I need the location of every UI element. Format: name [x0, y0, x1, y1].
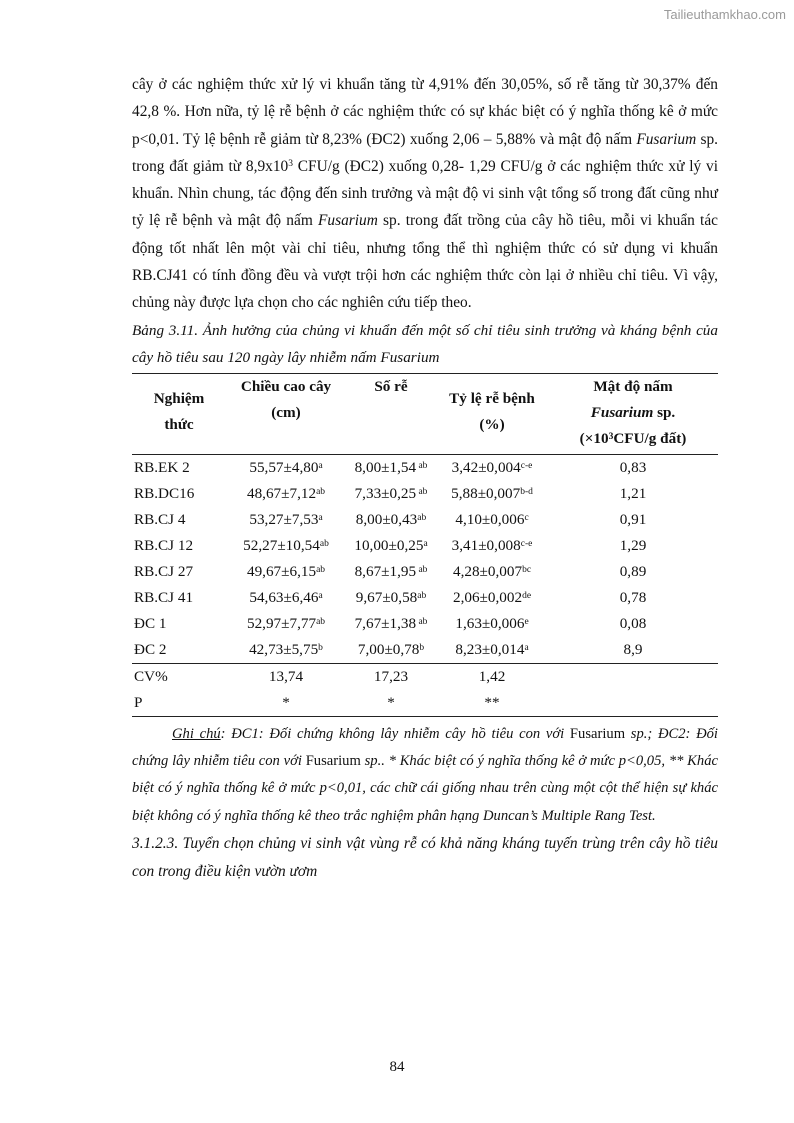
cell-roots: 9,67±0,58$^{ab}$: [355, 588, 427, 606]
table-body: [132, 454, 718, 663]
cell-stat-label: CV%: [132, 663, 226, 690]
cell-treatment: RB.CJ 41: [134, 588, 194, 606]
cell-roots: *: [346, 690, 436, 717]
header-disease-rate: Tỷ lệ rễ bệnh (%): [436, 373, 548, 454]
cell-density: 1,29: [619, 536, 647, 554]
header-treatment: Nghiệm thức: [132, 373, 226, 454]
cell-roots: 7,67±1,38 $^{ab}$: [354, 614, 428, 632]
cell-treatment: RB.DC16: [134, 484, 195, 502]
cell-treatment: RB.CJ 27: [134, 562, 194, 580]
cell-density: 0,83: [619, 458, 647, 476]
cell-disease: $3,42\pm 0,004^{c-e}$: [451, 458, 533, 476]
cell-roots: 8,67±1,95 $^{ab}$: [354, 562, 428, 580]
watermark: Tailieuthamkhao.com: [663, 7, 786, 22]
cell-height: 55,57±4,80$^a$: [249, 458, 323, 476]
superscript: 3: [288, 158, 293, 169]
cell-treatment: RB.CJ 12: [134, 536, 194, 554]
table-caption: Bảng 3.11. Ảnh hưởng của chủng vi khuẩn đến một số chỉ tiêu sinh trưởng và kháng bệnh của cây hồ tiêu sau 120 ngày lây nhiễm nấm Fusarium: [132, 321, 718, 366]
cell-density: 1,21: [619, 484, 647, 502]
cell-roots: 7,33±0,25 $^{ab}$: [354, 484, 428, 502]
cell-stat-label: P: [132, 690, 226, 717]
cell-density: [548, 690, 718, 717]
paragraph-text: CFU/g (ĐC2) xuống 0,28- 1,29 CFU/g ở các nghiệm thức xử lý vi khuẩn. Nhìn chung, tác động đến sinh trưởng và mật độ vi sinh vật tổng số trong đất cũng như tỷ lệ rễ bệnh và mật độ nấm: [132, 157, 718, 230]
cell-treatment: RB.CJ 4: [134, 510, 186, 528]
cell-height: 13,74: [226, 663, 346, 690]
cell-disease: 4,28±0,007$^{bc}$: [452, 562, 532, 580]
cell-roots: 8,00±0,43$^{ab}$: [355, 510, 427, 528]
table-stat-row: [132, 690, 718, 717]
cell-roots: 10,00±0,25$^a$: [354, 536, 428, 554]
species-name: Fusarium: [636, 130, 697, 148]
table-stats: [132, 663, 718, 716]
table-row: [132, 637, 718, 664]
cell-disease: $5,88\pm 0,007^{b-d}$: [451, 484, 533, 502]
table-note: Ghi chú: ĐC1: Đối chứng không lây nhiễm cây hồ tiêu con với Fusarium sp.; ĐC2: Đối chứng lây nhiễm tiêu con với Fusarium sp.. * Khác biệt có ý nghĩa thống kê ở mức p<0,05, ** Khác biệt có ý nghĩa thống kê ở mức p<0,01, các chữ cái giống nhau trên cùng một cột thể hiện sự khác biệt không có ý nghĩa thống kê theo trắc nghiệm phân hạng Duncan’s Multiple Rang Test.: [132, 725, 718, 824]
cell-height: *: [226, 690, 346, 717]
table-row: [132, 454, 718, 481]
body-paragraph: [132, 71, 718, 317]
cell-density: 8,9: [623, 640, 643, 658]
cell-density: 0,89: [619, 562, 647, 580]
section-heading: 3.1.2.3. Tuyển chọn chủng vi sinh vật vùng rễ có khả năng kháng tuyến trùng trên cây hồ tiêu con trong điều kiện vườn ươm: [132, 835, 718, 880]
table-row: [132, 481, 718, 507]
paragraph-text: cây ở các nghiệm thức xử lý vi khuẩn tăng từ 4,91% đến 30,05%, số rễ tăng từ 30,37% đến 42,8 %. Hơn nữa, tỷ lệ rễ bệnh ở các nghiệm thức có sự khác biệt có ý nghĩa thống kê ở mức p<0,01. Tỷ lệ bệnh rễ giảm từ 8,23% (ĐC2) xuống 2,06 – 5,88% và mật độ nấm: [132, 76, 718, 148]
note-label: Ghi chú: [172, 725, 221, 742]
paragraph-text: sp. trong đất trồng của cây hồ tiêu, mỗi vi khuẩn tác động tốt nhất lên một vài chỉ tiêu, nhưng tổng thể thì nghiệm thức có sử dụng vi khuẩn RB.CJ41 có tính đồng đều và vượt trội hơn các nghiệm thức còn lại ở nhiều chỉ tiêu. Vì vậy, chủng này được lựa chọn cho các nghiên cứu tiếp theo.: [132, 212, 718, 312]
page-number: 84: [389, 1059, 405, 1075]
table-row: [132, 611, 718, 637]
cell-treatment: RB.EK 2: [134, 458, 190, 476]
species-name: Fusarium: [318, 212, 378, 230]
cell-roots: 7,00±0,78$^b$: [357, 640, 425, 658]
cell-disease: 8,23±0,014$^a$: [455, 640, 529, 658]
cell-disease: **: [436, 690, 548, 717]
page-content: [132, 71, 718, 885]
cell-height: 53,27±7,53$^a$: [249, 510, 323, 528]
cell-height: 49,67±6,15$^{ab}$: [246, 562, 326, 580]
header-plant-height: Chiều cao cây (cm): [226, 373, 346, 454]
table-row: [132, 507, 718, 533]
results-table: [132, 373, 718, 717]
cell-treatment: ĐC 2: [134, 640, 167, 658]
cell-height: 52,27±10,54$^{ab}$: [243, 536, 329, 554]
cell-disease: $3,41\pm 0,008^{c-e}$: [451, 536, 533, 554]
table-stat-row: [132, 663, 718, 690]
cell-roots: 8,00±1,54 $^{ab}$: [354, 458, 428, 476]
cell-disease: 4,10±0,006$^c$: [455, 510, 529, 528]
table-row: [132, 559, 718, 585]
cell-density: 0,78: [619, 588, 647, 606]
table-row: [132, 585, 718, 611]
header-root-count: Số rễ: [346, 373, 436, 454]
table-header-row: [132, 373, 718, 454]
cell-height: 42,73±5,75$^b$: [249, 640, 323, 658]
cell-roots: 17,23: [346, 663, 436, 690]
table-row: [132, 533, 718, 559]
header-fusarium-density: Mật độ nấm Fusarium sp. ($\times 10^3CFU/g$ đất): [548, 373, 718, 454]
cell-treatment: ĐC 1: [134, 614, 167, 632]
cell-height: 52,97±7,77$^{ab}$: [246, 614, 326, 632]
cell-density: 0,91: [619, 510, 647, 528]
cell-height: 48,67±7,12$^{ab}$: [246, 484, 326, 502]
cell-disease: 2,06±0,002de: [452, 588, 532, 606]
cell-disease: 1,42: [436, 663, 548, 690]
cell-height: 54,63±6,46$^a$: [249, 588, 323, 606]
cell-disease: 1,63±0,006$^e$: [455, 614, 529, 632]
cell-density: [548, 663, 718, 690]
paragraph-text: sp. trong đất giảm từ 8,9x10: [132, 130, 718, 175]
cell-density: 0,08: [619, 614, 647, 632]
